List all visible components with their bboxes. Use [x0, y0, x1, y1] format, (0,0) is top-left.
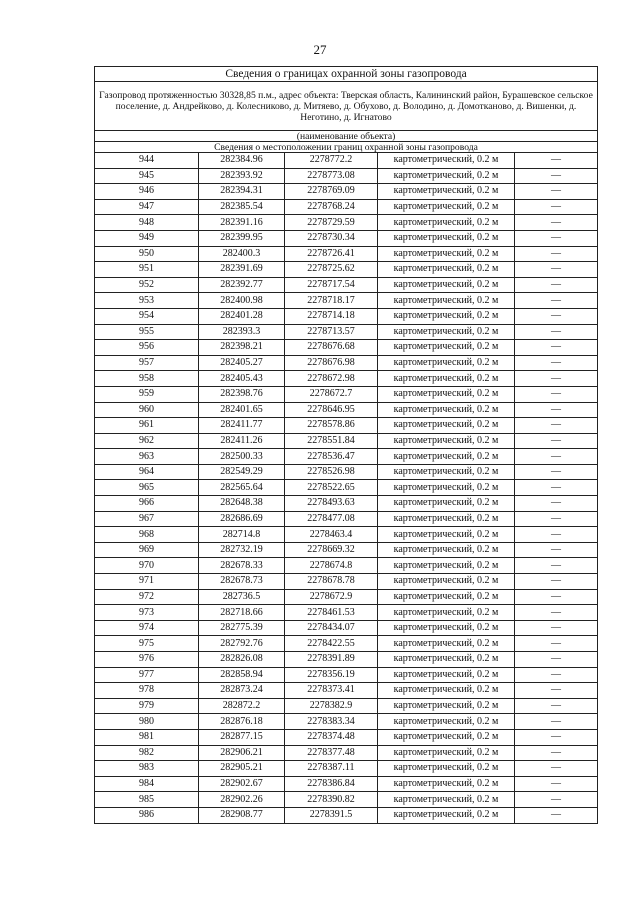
extra-cell: —	[515, 620, 598, 636]
extra-cell: —	[515, 807, 598, 823]
table-row	[95, 184, 598, 200]
extra-cell: —	[515, 496, 598, 512]
method-cell: картометрический, 0.2 м	[378, 776, 515, 792]
table-row	[95, 761, 598, 777]
method-cell: картометрический, 0.2 м	[378, 761, 515, 777]
method-cell: картометрический, 0.2 м	[378, 340, 515, 356]
coord-x: 282411.77	[199, 418, 285, 434]
table-row	[95, 589, 598, 605]
coord-x: 282876.18	[199, 714, 285, 730]
point-number: 982	[95, 745, 199, 761]
extra-cell: —	[515, 230, 598, 246]
object-description: Газопровод протяженностью 30328,85 п.м., адрес объекта: Тверская область, Калининский район, Бурашевское сельское поселение, д. Андрейково, д. Колесниково, д. Митяево, д. Обухово, д. Володино, д. Домотканово, д. Вишенки, д. Неготино, д. Игнатово	[95, 82, 598, 131]
table-row	[95, 745, 598, 761]
table-row	[95, 199, 598, 215]
method-cell: картометрический, 0.2 м	[378, 558, 515, 574]
method-cell: картометрический, 0.2 м	[378, 215, 515, 231]
table-row	[95, 402, 598, 418]
point-number: 947	[95, 199, 199, 215]
coord-x: 282399.95	[199, 230, 285, 246]
method-cell: картометрический, 0.2 м	[378, 714, 515, 730]
coord-y: 2278676.68	[285, 340, 378, 356]
extra-cell: —	[515, 153, 598, 169]
method-cell: картометрический, 0.2 м	[378, 698, 515, 714]
point-number: 963	[95, 449, 199, 465]
table-row	[95, 496, 598, 512]
coord-x: 282384.96	[199, 153, 285, 169]
table-row	[95, 776, 598, 792]
method-cell: картометрический, 0.2 м	[378, 729, 515, 745]
table-row	[95, 433, 598, 449]
coord-y: 2278383.34	[285, 714, 378, 730]
point-number: 951	[95, 262, 199, 278]
extra-cell: —	[515, 558, 598, 574]
table-row	[95, 449, 598, 465]
coord-x: 282902.67	[199, 776, 285, 792]
point-number: 959	[95, 386, 199, 402]
extra-cell: —	[515, 714, 598, 730]
method-cell: картометрический, 0.2 м	[378, 433, 515, 449]
coord-x: 282398.21	[199, 340, 285, 356]
method-cell: картометрический, 0.2 м	[378, 542, 515, 558]
point-number: 976	[95, 652, 199, 668]
coord-y: 2278769.09	[285, 184, 378, 200]
method-cell: картометрический, 0.2 м	[378, 230, 515, 246]
coord-x: 282826.08	[199, 652, 285, 668]
table-row	[95, 153, 598, 169]
coord-y: 2278672.9	[285, 589, 378, 605]
extra-cell: —	[515, 168, 598, 184]
extra-cell: —	[515, 683, 598, 699]
extra-cell: —	[515, 464, 598, 480]
method-cell: картометрический, 0.2 м	[378, 745, 515, 761]
location-caption: Сведения о местоположении границ охранной зоны газопровода	[95, 142, 598, 153]
table-row	[95, 792, 598, 808]
point-number: 953	[95, 293, 199, 309]
point-number: 984	[95, 776, 199, 792]
point-number: 970	[95, 558, 199, 574]
table-row	[95, 605, 598, 621]
coord-y: 2278676.98	[285, 355, 378, 371]
extra-cell: —	[515, 402, 598, 418]
table-row	[95, 683, 598, 699]
coord-y: 2278386.84	[285, 776, 378, 792]
coord-x: 282906.21	[199, 745, 285, 761]
point-number: 985	[95, 792, 199, 808]
coord-x: 282877.15	[199, 729, 285, 745]
coord-x: 282714.8	[199, 527, 285, 543]
coord-x: 282872.2	[199, 698, 285, 714]
coord-y: 2278422.55	[285, 636, 378, 652]
coord-y: 2278772.2	[285, 153, 378, 169]
point-number: 957	[95, 355, 199, 371]
coord-y: 2278522.65	[285, 480, 378, 496]
method-cell: картометрический, 0.2 м	[378, 527, 515, 543]
coord-x: 282394.31	[199, 184, 285, 200]
table-row	[95, 574, 598, 590]
location-caption-row	[95, 142, 598, 153]
method-cell: картометрический, 0.2 м	[378, 496, 515, 512]
extra-cell: —	[515, 574, 598, 590]
coord-x: 282405.43	[199, 371, 285, 387]
coord-x: 282858.94	[199, 667, 285, 683]
table-row	[95, 636, 598, 652]
coord-y: 2278356.19	[285, 667, 378, 683]
coord-x: 282648.38	[199, 496, 285, 512]
coord-x: 282902.26	[199, 792, 285, 808]
table-row	[95, 464, 598, 480]
table-row	[95, 511, 598, 527]
method-cell: картометрический, 0.2 м	[378, 246, 515, 262]
point-number: 956	[95, 340, 199, 356]
coord-x: 282732.19	[199, 542, 285, 558]
coord-y: 2278463.4	[285, 527, 378, 543]
extra-cell: —	[515, 636, 598, 652]
extra-cell: —	[515, 698, 598, 714]
coord-y: 2278391.89	[285, 652, 378, 668]
table-row	[95, 620, 598, 636]
table-row	[95, 215, 598, 231]
coord-y: 2278730.34	[285, 230, 378, 246]
extra-cell: —	[515, 215, 598, 231]
extra-cell: —	[515, 761, 598, 777]
extra-cell: —	[515, 371, 598, 387]
object-caption: (наименование объекта)	[95, 131, 598, 142]
method-cell: картометрический, 0.2 м	[378, 386, 515, 402]
table-row	[95, 293, 598, 309]
extra-cell: —	[515, 605, 598, 621]
coord-x: 282873.24	[199, 683, 285, 699]
coord-x: 282400.98	[199, 293, 285, 309]
method-cell: картометрический, 0.2 м	[378, 807, 515, 823]
table-row	[95, 230, 598, 246]
title-row	[95, 67, 598, 82]
table-row	[95, 729, 598, 745]
coord-x: 282391.16	[199, 215, 285, 231]
table-row	[95, 652, 598, 668]
coord-y: 2278387.11	[285, 761, 378, 777]
table-row	[95, 807, 598, 823]
coord-y: 2278678.78	[285, 574, 378, 590]
point-number: 978	[95, 683, 199, 699]
extra-cell: —	[515, 184, 598, 200]
point-number: 974	[95, 620, 199, 636]
method-cell: картометрический, 0.2 м	[378, 184, 515, 200]
point-number: 961	[95, 418, 199, 434]
coord-x: 282775.39	[199, 620, 285, 636]
coord-x: 282678.33	[199, 558, 285, 574]
point-number: 946	[95, 184, 199, 200]
extra-cell: —	[515, 729, 598, 745]
table-title: Сведения о границах охранной зоны газопровода	[95, 67, 598, 82]
method-cell: картометрический, 0.2 м	[378, 324, 515, 340]
table-row	[95, 418, 598, 434]
extra-cell: —	[515, 308, 598, 324]
table-row	[95, 308, 598, 324]
method-cell: картометрический, 0.2 м	[378, 620, 515, 636]
table-row	[95, 698, 598, 714]
coord-x: 282549.29	[199, 464, 285, 480]
method-cell: картометрический, 0.2 м	[378, 464, 515, 480]
table-row	[95, 168, 598, 184]
coord-x: 282565.64	[199, 480, 285, 496]
point-number: 971	[95, 574, 199, 590]
method-cell: картометрический, 0.2 м	[378, 574, 515, 590]
point-number: 948	[95, 215, 199, 231]
method-cell: картометрический, 0.2 м	[378, 168, 515, 184]
boundary-table	[94, 66, 598, 824]
object-caption-row	[95, 131, 598, 142]
extra-cell: —	[515, 386, 598, 402]
point-number: 945	[95, 168, 199, 184]
method-cell: картометрический, 0.2 м	[378, 636, 515, 652]
point-number: 983	[95, 761, 199, 777]
method-cell: картометрический, 0.2 м	[378, 511, 515, 527]
coord-y: 2278672.7	[285, 386, 378, 402]
point-number: 958	[95, 371, 199, 387]
coord-y: 2278714.18	[285, 308, 378, 324]
coord-x: 282736.5	[199, 589, 285, 605]
coord-x: 282393.92	[199, 168, 285, 184]
coord-x: 282393.3	[199, 324, 285, 340]
table-row	[95, 277, 598, 293]
table-row	[95, 371, 598, 387]
method-cell: картометрический, 0.2 м	[378, 683, 515, 699]
coord-y: 2278536.47	[285, 449, 378, 465]
table-row	[95, 542, 598, 558]
table-row	[95, 480, 598, 496]
method-cell: картометрический, 0.2 м	[378, 262, 515, 278]
table-row	[95, 558, 598, 574]
extra-cell: —	[515, 418, 598, 434]
point-number: 986	[95, 807, 199, 823]
point-number: 952	[95, 277, 199, 293]
method-cell: картометрический, 0.2 м	[378, 308, 515, 324]
point-number: 975	[95, 636, 199, 652]
point-number: 966	[95, 496, 199, 512]
extra-cell: —	[515, 262, 598, 278]
coord-y: 2278434.07	[285, 620, 378, 636]
coord-y: 2278551.84	[285, 433, 378, 449]
extra-cell: —	[515, 542, 598, 558]
extra-cell: —	[515, 776, 598, 792]
extra-cell: —	[515, 652, 598, 668]
coord-x: 282385.54	[199, 199, 285, 215]
coord-x: 282718.66	[199, 605, 285, 621]
point-number: 964	[95, 464, 199, 480]
method-cell: картометрический, 0.2 м	[378, 418, 515, 434]
coord-x: 282398.76	[199, 386, 285, 402]
point-number: 950	[95, 246, 199, 262]
extra-cell: —	[515, 355, 598, 371]
extra-cell: —	[515, 449, 598, 465]
extra-cell: —	[515, 667, 598, 683]
table-row	[95, 340, 598, 356]
method-cell: картометрический, 0.2 м	[378, 792, 515, 808]
point-number: 977	[95, 667, 199, 683]
extra-cell: —	[515, 340, 598, 356]
table-row	[95, 262, 598, 278]
extra-cell: —	[515, 293, 598, 309]
coord-y: 2278768.24	[285, 199, 378, 215]
coord-x: 282401.28	[199, 308, 285, 324]
extra-cell: —	[515, 745, 598, 761]
coord-y: 2278377.48	[285, 745, 378, 761]
point-number: 980	[95, 714, 199, 730]
point-number: 962	[95, 433, 199, 449]
extra-cell: —	[515, 324, 598, 340]
coord-y: 2278672.98	[285, 371, 378, 387]
table-row	[95, 246, 598, 262]
coord-y: 2278669.32	[285, 542, 378, 558]
table-row	[95, 527, 598, 543]
point-number: 967	[95, 511, 199, 527]
method-cell: картометрический, 0.2 м	[378, 293, 515, 309]
coord-y: 2278725.62	[285, 262, 378, 278]
coord-x: 282392.77	[199, 277, 285, 293]
coord-y: 2278713.57	[285, 324, 378, 340]
coord-x: 282686.69	[199, 511, 285, 527]
coord-y: 2278578.86	[285, 418, 378, 434]
extra-cell: —	[515, 199, 598, 215]
coord-x: 282678.73	[199, 574, 285, 590]
point-number: 955	[95, 324, 199, 340]
method-cell: картометрический, 0.2 м	[378, 153, 515, 169]
extra-cell: —	[515, 511, 598, 527]
extra-cell: —	[515, 480, 598, 496]
coord-y: 2278390.82	[285, 792, 378, 808]
extra-cell: —	[515, 527, 598, 543]
method-cell: картометрический, 0.2 м	[378, 402, 515, 418]
extra-cell: —	[515, 277, 598, 293]
point-number: 954	[95, 308, 199, 324]
point-number: 973	[95, 605, 199, 621]
coord-y: 2278717.54	[285, 277, 378, 293]
method-cell: картометрический, 0.2 м	[378, 277, 515, 293]
point-number: 944	[95, 153, 199, 169]
method-cell: картометрический, 0.2 м	[378, 589, 515, 605]
table-row	[95, 386, 598, 402]
table-row	[95, 324, 598, 340]
coord-x: 282391.69	[199, 262, 285, 278]
coord-y: 2278374.48	[285, 729, 378, 745]
point-number: 972	[95, 589, 199, 605]
point-number: 949	[95, 230, 199, 246]
point-number: 979	[95, 698, 199, 714]
point-number: 960	[95, 402, 199, 418]
method-cell: картометрический, 0.2 м	[378, 667, 515, 683]
extra-cell: —	[515, 433, 598, 449]
extra-cell: —	[515, 792, 598, 808]
coord-x: 282908.77	[199, 807, 285, 823]
table-row	[95, 667, 598, 683]
coord-y: 2278729.59	[285, 215, 378, 231]
point-number: 981	[95, 729, 199, 745]
method-cell: картометрический, 0.2 м	[378, 652, 515, 668]
method-cell: картометрический, 0.2 м	[378, 605, 515, 621]
table-row	[95, 714, 598, 730]
coord-y: 2278391.5	[285, 807, 378, 823]
coord-y: 2278646.95	[285, 402, 378, 418]
coord-y: 2278726.41	[285, 246, 378, 262]
coord-x: 282401.65	[199, 402, 285, 418]
coord-y: 2278674.8	[285, 558, 378, 574]
coord-y: 2278493.63	[285, 496, 378, 512]
coord-x: 282405.27	[199, 355, 285, 371]
page-number: 27	[313, 42, 327, 57]
coord-x: 282792.76	[199, 636, 285, 652]
point-number: 968	[95, 527, 199, 543]
coord-y: 2278526.98	[285, 464, 378, 480]
extra-cell: —	[515, 246, 598, 262]
table-body	[95, 67, 598, 824]
object-description-row	[95, 82, 598, 131]
coord-x: 282411.26	[199, 433, 285, 449]
coord-y: 2278382.9	[285, 698, 378, 714]
coord-y: 2278718.17	[285, 293, 378, 309]
coord-x: 282905.21	[199, 761, 285, 777]
coord-y: 2278773.08	[285, 168, 378, 184]
coord-x: 282500.33	[199, 449, 285, 465]
point-number: 969	[95, 542, 199, 558]
coord-y: 2278461.53	[285, 605, 378, 621]
coord-y: 2278477.08	[285, 511, 378, 527]
method-cell: картометрический, 0.2 м	[378, 355, 515, 371]
extra-cell: —	[515, 589, 598, 605]
coord-y: 2278373.41	[285, 683, 378, 699]
point-number: 965	[95, 480, 199, 496]
method-cell: картометрический, 0.2 м	[378, 480, 515, 496]
method-cell: картометрический, 0.2 м	[378, 449, 515, 465]
table-row	[95, 355, 598, 371]
coord-x: 282400.3	[199, 246, 285, 262]
method-cell: картометрический, 0.2 м	[378, 371, 515, 387]
method-cell: картометрический, 0.2 м	[378, 199, 515, 215]
